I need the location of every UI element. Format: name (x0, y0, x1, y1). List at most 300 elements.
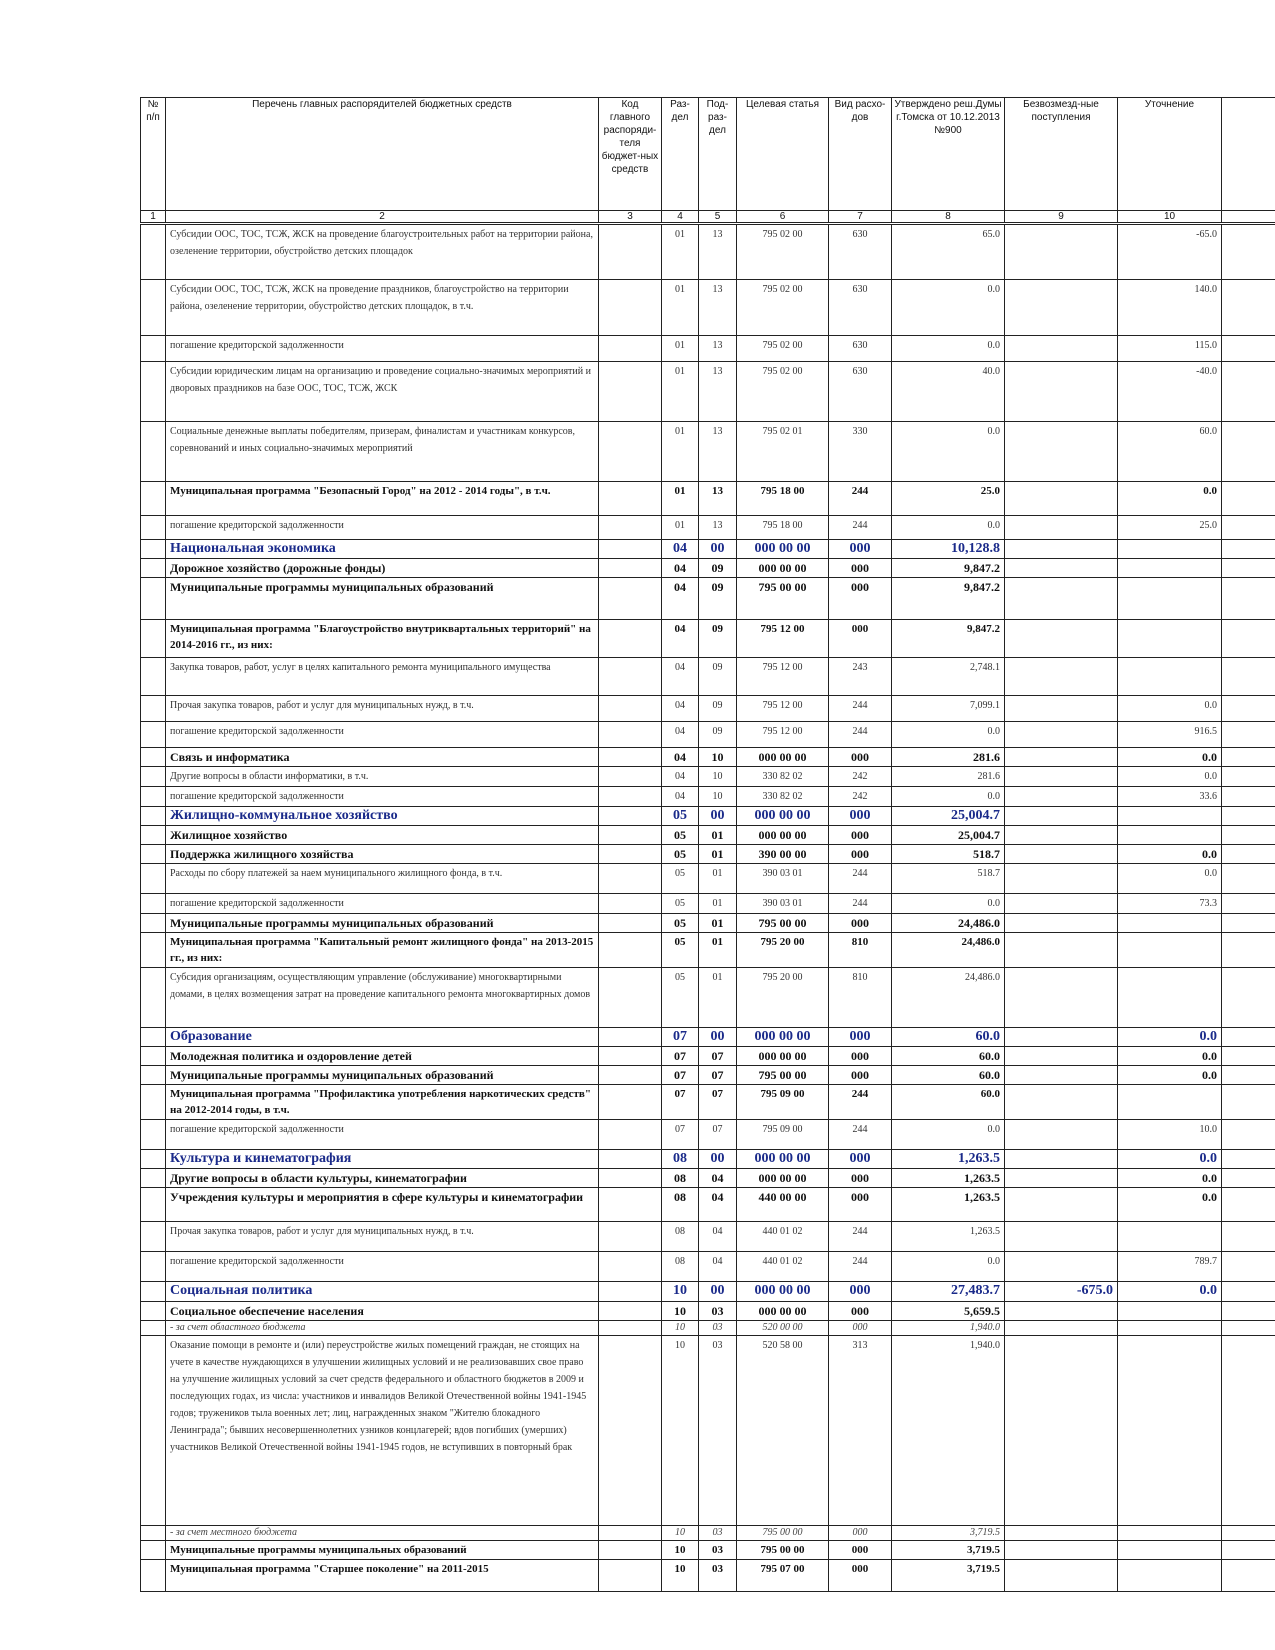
row-number (141, 864, 166, 894)
row-code (599, 826, 662, 845)
row-name: погашение кредиторской задолженности (166, 722, 599, 748)
row-name: Поддержка жилищного хозяйства (166, 845, 599, 864)
row-number (141, 336, 166, 362)
row-edge (1222, 864, 1275, 894)
row-razdel: 08 (662, 1188, 699, 1222)
row-code (599, 540, 662, 559)
row-approved: 60.0 (892, 1085, 1005, 1120)
row-approved: 25,004.7 (892, 807, 1005, 826)
row-adjustment (1118, 540, 1222, 559)
row-target-article: 795 02 00 (737, 336, 829, 362)
row-razdel: 10 (662, 1321, 699, 1336)
row-target-article: 795 07 00 (737, 1560, 829, 1592)
row-edge (1222, 914, 1275, 933)
row-name: Муниципальная программа "Профилактика употребления наркотических средств" на 2012-2014 годы, в т.ч. (166, 1085, 599, 1120)
row-target-article: 330 82 02 (737, 787, 829, 807)
row-grants (1005, 620, 1118, 658)
row-expense-type: 244 (829, 516, 892, 540)
table-row (141, 658, 1275, 696)
row-grants (1005, 864, 1118, 894)
row-expense-type: 000 (829, 1188, 892, 1222)
row-name: Муниципальная программа "Старшее поколение" на 2011-2015 (166, 1560, 599, 1592)
row-expense-type: 000 (829, 748, 892, 767)
header-number: № п/п (141, 98, 166, 211)
header-grants: Безвозмезд-ные поступления (1005, 98, 1118, 211)
row-number (141, 1526, 166, 1541)
row-edge (1222, 1302, 1275, 1321)
column-number: 3 (599, 211, 662, 224)
row-grants (1005, 1047, 1118, 1066)
row-razdel: 05 (662, 845, 699, 864)
row-target-article: 390 00 00 (737, 845, 829, 864)
row-name: Муниципальные программы муниципальных образований (166, 578, 599, 620)
row-edge (1222, 482, 1275, 516)
row-razdel: 05 (662, 894, 699, 914)
row-approved: 2,748.1 (892, 658, 1005, 696)
row-grants (1005, 280, 1118, 336)
table-row (141, 1336, 1275, 1526)
row-adjustment (1118, 1560, 1222, 1592)
row-target-article: 795 20 00 (737, 968, 829, 1028)
row-name: Другие вопросы в области культуры, кинематографии (166, 1169, 599, 1188)
row-expense-type: 000 (829, 845, 892, 864)
row-name: Жилищное хозяйство (166, 826, 599, 845)
row-approved: 0.0 (892, 336, 1005, 362)
table-row (141, 224, 1275, 280)
row-expense-type: 243 (829, 658, 892, 696)
row-razdel: 10 (662, 1560, 699, 1592)
row-grants (1005, 748, 1118, 767)
row-code (599, 1169, 662, 1188)
row-name: Связь и информатика (166, 748, 599, 767)
row-edge (1222, 1066, 1275, 1085)
table-row (141, 1169, 1275, 1188)
row-number (141, 559, 166, 578)
column-number: 5 (699, 211, 737, 224)
row-razdel: 07 (662, 1120, 699, 1150)
row-expense-type: 313 (829, 1336, 892, 1526)
row-expense-type: 000 (829, 578, 892, 620)
row-adjustment: 916.5 (1118, 722, 1222, 748)
row-name: - за счет областного бюджета (166, 1321, 599, 1336)
row-grants (1005, 1541, 1118, 1560)
row-approved: 10,128.8 (892, 540, 1005, 559)
row-expense-type: 000 (829, 1302, 892, 1321)
row-approved: 518.7 (892, 845, 1005, 864)
row-code (599, 1282, 662, 1302)
row-name: погашение кредиторской задолженности (166, 787, 599, 807)
row-grants (1005, 1120, 1118, 1150)
row-target-article: 795 09 00 (737, 1085, 829, 1120)
row-adjustment: 0.0 (1118, 1282, 1222, 1302)
row-approved: 9,847.2 (892, 620, 1005, 658)
row-grants (1005, 914, 1118, 933)
row-expense-type: 244 (829, 1252, 892, 1282)
row-target-article: 520 00 00 (737, 1321, 829, 1336)
row-target-article: 795 00 00 (737, 1526, 829, 1541)
row-grants (1005, 1169, 1118, 1188)
column-number: 8 (892, 211, 1005, 224)
row-podrazdel: 00 (699, 1282, 737, 1302)
row-expense-type: 000 (829, 1047, 892, 1066)
row-name: Жилищно-коммунальное хозяйство (166, 807, 599, 826)
row-edge (1222, 1336, 1275, 1526)
row-name: Социальная политика (166, 1282, 599, 1302)
row-code (599, 1336, 662, 1526)
row-expense-type: 810 (829, 933, 892, 968)
row-approved: 0.0 (892, 516, 1005, 540)
row-podrazdel: 03 (699, 1302, 737, 1321)
row-edge (1222, 1560, 1275, 1592)
row-name: Культура и кинематография (166, 1150, 599, 1169)
row-code (599, 224, 662, 280)
row-name: Социальные денежные выплаты победителям, призерам, финалистам и участникам конкурсов, соревнований и иных социально-значимых мероприятий (166, 422, 599, 482)
row-podrazdel: 01 (699, 914, 737, 933)
row-podrazdel: 09 (699, 696, 737, 722)
row-target-article: 795 02 00 (737, 280, 829, 336)
row-code (599, 787, 662, 807)
row-razdel: 05 (662, 968, 699, 1028)
row-podrazdel: 09 (699, 559, 737, 578)
row-adjustment (1118, 1302, 1222, 1321)
row-adjustment (1118, 914, 1222, 933)
row-target-article: 000 00 00 (737, 1169, 829, 1188)
row-grants (1005, 722, 1118, 748)
row-number (141, 422, 166, 482)
row-approved: 27,483.7 (892, 1282, 1005, 1302)
row-grants (1005, 1252, 1118, 1282)
row-adjustment: 60.0 (1118, 422, 1222, 482)
row-number (141, 807, 166, 826)
row-code (599, 1188, 662, 1222)
row-code (599, 280, 662, 336)
row-number (141, 362, 166, 422)
row-razdel: 01 (662, 422, 699, 482)
row-approved: 25,004.7 (892, 826, 1005, 845)
row-edge (1222, 767, 1275, 787)
row-number (141, 1188, 166, 1222)
row-number (141, 1120, 166, 1150)
row-code (599, 658, 662, 696)
row-adjustment: 0.0 (1118, 1047, 1222, 1066)
row-number (141, 658, 166, 696)
row-target-article: 520 58 00 (737, 1336, 829, 1526)
row-edge (1222, 933, 1275, 968)
row-razdel: 10 (662, 1526, 699, 1541)
row-edge (1222, 658, 1275, 696)
row-adjustment (1118, 1085, 1222, 1120)
row-razdel: 07 (662, 1085, 699, 1120)
row-expense-type: 244 (829, 1120, 892, 1150)
row-grants (1005, 658, 1118, 696)
row-code (599, 1085, 662, 1120)
row-name: Субсидии ООС, ТОС, ТСЖ, ЖСК на проведение благоустроительных работ на территории района, озеленение территории, обустройство детских площадок (166, 224, 599, 280)
row-target-article: 795 12 00 (737, 696, 829, 722)
row-approved: 1,263.5 (892, 1150, 1005, 1169)
header-code: Код главного распоряди-теля бюджет-ных средств (599, 98, 662, 211)
row-code (599, 1560, 662, 1592)
row-approved: 24,486.0 (892, 968, 1005, 1028)
table-row (141, 1150, 1275, 1169)
row-expense-type: 244 (829, 722, 892, 748)
row-number (141, 914, 166, 933)
row-adjustment: -40.0 (1118, 362, 1222, 422)
table-row (141, 1526, 1275, 1541)
row-number (141, 1085, 166, 1120)
row-podrazdel: 03 (699, 1541, 737, 1560)
row-target-article: 795 12 00 (737, 620, 829, 658)
table-row (141, 336, 1275, 362)
row-adjustment (1118, 578, 1222, 620)
row-edge (1222, 422, 1275, 482)
table-row (141, 1066, 1275, 1085)
row-adjustment: 0.0 (1118, 845, 1222, 864)
row-razdel: 08 (662, 1222, 699, 1252)
table-row (141, 807, 1275, 826)
row-number (141, 1028, 166, 1047)
row-approved: 518.7 (892, 864, 1005, 894)
row-number (141, 767, 166, 787)
row-name: Образование (166, 1028, 599, 1047)
row-razdel: 04 (662, 787, 699, 807)
table-row (141, 968, 1275, 1028)
row-expense-type: 244 (829, 1085, 892, 1120)
row-edge (1222, 578, 1275, 620)
table-row (141, 914, 1275, 933)
row-approved: 9,847.2 (892, 578, 1005, 620)
row-number (141, 1560, 166, 1592)
row-target-article: 795 18 00 (737, 516, 829, 540)
column-number: 7 (829, 211, 892, 224)
row-code (599, 1028, 662, 1047)
header-approved: Утверждено реш.Думы г.Томска от 10.12.2013 №900 (892, 98, 1005, 211)
row-approved: 60.0 (892, 1028, 1005, 1047)
row-podrazdel: 13 (699, 336, 737, 362)
column-number: 9 (1005, 211, 1118, 224)
row-edge (1222, 807, 1275, 826)
row-target-article: 795 02 01 (737, 422, 829, 482)
row-grants (1005, 1526, 1118, 1541)
header-podrazdel: Под-раз-дел (699, 98, 737, 211)
budget-table (140, 97, 1275, 1592)
row-name: Муниципальная программа "Безопасный Город" на 2012 - 2014 годы", в т.ч. (166, 482, 599, 516)
row-adjustment (1118, 933, 1222, 968)
row-target-article: 000 00 00 (737, 1150, 829, 1169)
row-adjustment: 33.6 (1118, 787, 1222, 807)
row-razdel: 04 (662, 658, 699, 696)
row-edge (1222, 696, 1275, 722)
row-podrazdel: 13 (699, 482, 737, 516)
row-name: Муниципальные программы муниципальных образований (166, 914, 599, 933)
row-grants (1005, 894, 1118, 914)
row-name: - за счет местного бюджета (166, 1526, 599, 1541)
row-expense-type: 000 (829, 1028, 892, 1047)
row-name: погашение кредиторской задолженности (166, 1252, 599, 1282)
row-razdel: 08 (662, 1150, 699, 1169)
row-grants: -675.0 (1005, 1282, 1118, 1302)
row-adjustment: 10.0 (1118, 1120, 1222, 1150)
table-row (141, 1120, 1275, 1150)
row-edge (1222, 894, 1275, 914)
row-name: Расходы по сбору платежей за наем муниципального жилищного фонда, в т.ч. (166, 864, 599, 894)
row-name: Прочая закупка товаров, работ и услуг для муниципальных нужд, в т.ч. (166, 1222, 599, 1252)
row-number (141, 722, 166, 748)
row-approved: 40.0 (892, 362, 1005, 422)
row-name: погашение кредиторской задолженности (166, 1120, 599, 1150)
row-target-article: 795 02 00 (737, 224, 829, 280)
row-name: Муниципальные программы муниципальных образований (166, 1541, 599, 1560)
table-row (141, 559, 1275, 578)
row-number (141, 845, 166, 864)
row-number (141, 578, 166, 620)
row-razdel: 07 (662, 1028, 699, 1047)
row-target-article: 000 00 00 (737, 826, 829, 845)
row-razdel: 10 (662, 1302, 699, 1321)
row-approved: 1,263.5 (892, 1188, 1005, 1222)
row-razdel: 07 (662, 1066, 699, 1085)
row-number (141, 620, 166, 658)
row-razdel: 10 (662, 1336, 699, 1526)
row-approved: 3,719.5 (892, 1560, 1005, 1592)
row-code (599, 336, 662, 362)
row-edge (1222, 1169, 1275, 1188)
header-adjustment: Уточнение (1118, 98, 1222, 211)
row-number (141, 482, 166, 516)
row-number (141, 826, 166, 845)
row-edge (1222, 1085, 1275, 1120)
row-code (599, 864, 662, 894)
row-number (141, 748, 166, 767)
row-number (141, 1047, 166, 1066)
row-podrazdel: 13 (699, 422, 737, 482)
row-approved: 24,486.0 (892, 933, 1005, 968)
row-grants (1005, 807, 1118, 826)
row-approved: 60.0 (892, 1066, 1005, 1085)
table-row (141, 864, 1275, 894)
row-podrazdel: 03 (699, 1560, 737, 1592)
row-name: Субсидии ООС, ТОС, ТСЖ, ЖСК на проведение праздников, благоустройство на территории района, озеленение территории, обустройство детских площадок, в т.ч. (166, 280, 599, 336)
row-code (599, 422, 662, 482)
row-target-article: 795 00 00 (737, 1066, 829, 1085)
row-podrazdel: 03 (699, 1526, 737, 1541)
row-target-article: 795 00 00 (737, 1541, 829, 1560)
row-target-article: 440 00 00 (737, 1188, 829, 1222)
row-code (599, 807, 662, 826)
row-edge (1222, 1321, 1275, 1336)
row-edge (1222, 748, 1275, 767)
row-adjustment (1118, 620, 1222, 658)
row-podrazdel: 00 (699, 807, 737, 826)
row-approved: 1,940.0 (892, 1321, 1005, 1336)
row-grants (1005, 422, 1118, 482)
row-name: погашение кредиторской задолженности (166, 894, 599, 914)
row-name: Муниципальные программы муниципальных образований (166, 1066, 599, 1085)
row-podrazdel: 03 (699, 1321, 737, 1336)
row-code (599, 578, 662, 620)
row-expense-type: 244 (829, 1222, 892, 1252)
row-expense-type: 000 (829, 1526, 892, 1541)
row-name: Муниципальная программа "Благоустройство внутриквартальных территорий" на 2014-2016 гг., из них: (166, 620, 599, 658)
row-number (141, 1336, 166, 1526)
row-edge (1222, 1252, 1275, 1282)
row-code (599, 620, 662, 658)
row-podrazdel: 13 (699, 362, 737, 422)
row-adjustment: 789.7 (1118, 1252, 1222, 1282)
row-razdel: 05 (662, 826, 699, 845)
row-expense-type: 242 (829, 767, 892, 787)
row-expense-type: 000 (829, 559, 892, 578)
row-grants (1005, 933, 1118, 968)
row-adjustment (1118, 1526, 1222, 1541)
row-number (141, 1066, 166, 1085)
row-adjustment: 0.0 (1118, 482, 1222, 516)
row-target-article: 795 02 00 (737, 362, 829, 422)
row-podrazdel: 00 (699, 1028, 737, 1047)
row-number (141, 894, 166, 914)
row-expense-type: 242 (829, 787, 892, 807)
table-row (141, 1282, 1275, 1302)
row-target-article: 795 00 00 (737, 578, 829, 620)
row-approved: 0.0 (892, 894, 1005, 914)
row-target-article: 390 03 01 (737, 864, 829, 894)
row-grants (1005, 1066, 1118, 1085)
header-razdel: Раз-дел (662, 98, 699, 211)
row-grants (1005, 826, 1118, 845)
row-code (599, 1047, 662, 1066)
row-code (599, 748, 662, 767)
row-razdel: 04 (662, 722, 699, 748)
row-grants (1005, 516, 1118, 540)
row-grants (1005, 845, 1118, 864)
row-approved: 65.0 (892, 224, 1005, 280)
table-row (141, 1541, 1275, 1560)
row-adjustment: 0.0 (1118, 748, 1222, 767)
row-razdel: 05 (662, 933, 699, 968)
column-number: 4 (662, 211, 699, 224)
row-approved: 9,847.2 (892, 559, 1005, 578)
row-target-article: 795 12 00 (737, 722, 829, 748)
row-number (141, 1222, 166, 1252)
row-approved: 0.0 (892, 1120, 1005, 1150)
row-target-article: 795 09 00 (737, 1120, 829, 1150)
row-adjustment (1118, 559, 1222, 578)
table-row (141, 516, 1275, 540)
row-adjustment: 0.0 (1118, 1028, 1222, 1047)
row-adjustment: 140.0 (1118, 280, 1222, 336)
row-podrazdel: 04 (699, 1252, 737, 1282)
row-adjustment: 0.0 (1118, 864, 1222, 894)
row-code (599, 1120, 662, 1150)
row-edge (1222, 1150, 1275, 1169)
row-code (599, 845, 662, 864)
row-code (599, 1252, 662, 1282)
table-row (141, 1085, 1275, 1120)
row-code (599, 894, 662, 914)
row-expense-type: 000 (829, 540, 892, 559)
row-code (599, 722, 662, 748)
row-expense-type: 630 (829, 362, 892, 422)
row-grants (1005, 1336, 1118, 1526)
row-target-article: 000 00 00 (737, 1028, 829, 1047)
row-code (599, 914, 662, 933)
row-approved: 1,263.5 (892, 1222, 1005, 1252)
row-podrazdel: 13 (699, 280, 737, 336)
row-approved: 1,263.5 (892, 1169, 1005, 1188)
row-edge (1222, 1188, 1275, 1222)
row-razdel: 08 (662, 1169, 699, 1188)
row-edge (1222, 224, 1275, 280)
row-target-article: 000 00 00 (737, 540, 829, 559)
